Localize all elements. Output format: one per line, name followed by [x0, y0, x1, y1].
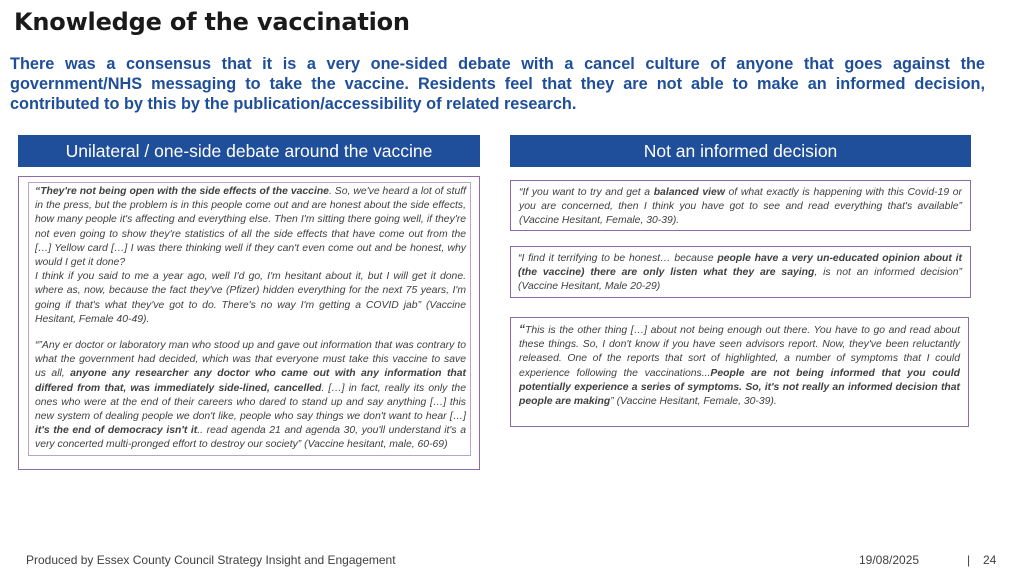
quote-emphasis: it's the end of democracy isn't it — [35, 425, 198, 437]
quote-emphasis: balanced view — [653, 187, 725, 198]
quote-democracy — [35, 339, 466, 453]
footer-date: 19/08/2025 — [859, 553, 920, 567]
quote-not-informed — [510, 317, 969, 427]
quote-part: “”Any er doctor or laboratory man who stood up and gave out information that was contrary to what the government had decided, which was that everyone must take this vaccine to save us all, — [35, 340, 466, 380]
quote-lead: They're not being open with the side effects of the vaccine — [40, 186, 329, 197]
quote-part: This is the other thing […] about not being enough out there. You have to go and read about these things. So, I don't know if you have seen advisors report. Now, they've been reluctantly released. One of the reports that sort of highlighted, a number of symptoms that I could experience following the vaccinations... — [519, 325, 960, 379]
quote-emphasis: people have a very un-educated opinion about it (the vaccine) there are only listen what they are saying — [518, 253, 962, 279]
quote-side-effects — [35, 185, 466, 327]
quote-part: “If you want to try and get a — [519, 187, 654, 198]
quote-emphasis: People are not being informed that you could potentially experience a series of symptoms. So, it's not really an informed decision that people are making — [519, 367, 960, 408]
quote-uneducated-opinion — [510, 246, 971, 298]
left-panel-header: Unilateral / one-side debate around the vaccine — [18, 135, 480, 167]
left-quote-inner — [28, 182, 471, 456]
quote-part: of what exactly is happening with this Covid-19 or you are concerned, then I think you have got to see and read everything that's available” (Vaccine Hesitant, Female, 30-39). — [519, 187, 962, 227]
quote-open-mark: “ — [35, 186, 41, 197]
quote-balanced-view — [510, 180, 971, 231]
page-number: 24 — [983, 553, 997, 567]
quote-part: ” (Vaccine Hesitant, Female, 30-39). — [610, 396, 777, 408]
footer-separator: | — [967, 553, 971, 567]
quote-part: . […] in fact, really its only the ones who were at the end of their careers who dared to stand up and say anything […] this new system of dealing people we don't like, people who say things we don't want to hear […] — [35, 382, 466, 423]
right-panel-header: Not an informed decision — [510, 135, 971, 167]
quote-part: “I find it terrifying to be honest… because — [518, 253, 718, 264]
summary-text: There was a consensus that it is a very one-sided debate with a cancel culture of anyone that goes against the government/NHS messaging to take the vaccine. Residents feel that they are not able to make an informed decision, contributed to by this by the publication/accessibility of related research. — [10, 55, 985, 113]
quote-part: .. read agenda 21 and agenda 30, you'll understand it's a very concerted multi-pronged effort to destroy our society” (Vaccine hesitant, male, 60-69) — [35, 425, 466, 451]
quote-open-mark: “ — [519, 322, 525, 336]
quote-part: , is not an informed decision” (Vaccine Hesitant, Male 20-29) — [518, 267, 962, 293]
left-quote-box — [18, 176, 480, 470]
footer-producer: Produced by Essex County Council Strategy Insight and Engagement — [26, 553, 396, 567]
quote-body: . So, we've heard a lot of stuff in the press, but the problem is in this people come out and are honest about the side effects, how many people it's affecting and everything else. Then I'm sitting there going well, if they're not even going to show they're statistics of all the side effects that have come out from the […] Yellow card […] I was there thinking well if they can't even come out and be honest, why would I get it done? — [35, 186, 467, 269]
page-title: Knowledge of the vaccination — [14, 8, 410, 36]
quote-body-cont: I think if you said to me a year ago, well I'd go, I'm hesitant about it, but I will get it done. where as, now, because the fact they've (Pfizer) hidden everything for the next 75 years, I'm going if that's what they've got to do. There's no way I'm getting a COVID jab” (Vaccine Hesitant, Female 40-49). — [35, 271, 466, 325]
quote-emphasis: anyone any researcher any doctor who came out with any information that differed from that, was immediately side-lined, cancelled — [35, 368, 467, 394]
